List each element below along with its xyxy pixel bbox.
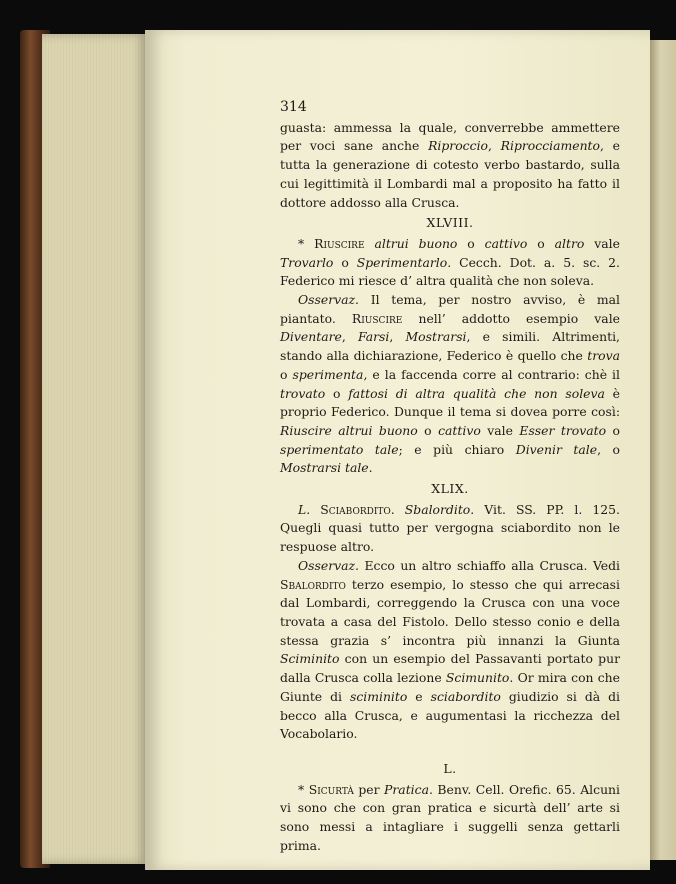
page-number: 314	[280, 99, 307, 115]
paragraph: * Sicurtà per Pratica. Benv. Cell. Orefic. 65. Alcuni vi sono che con gran pratica e sicurtà dell’ arte si sono messi a intagliare i suggelli senza gettarli prima.	[280, 781, 620, 853]
spacer	[280, 744, 620, 758]
paragraph: Osservaz. Ecco un altro schiaffo alla Crusca. Vedi Sbalordito terzo esempio, lo stesso che qui arrecasi dal Lombardi, correggendo la Crusca con una voce trovata a casa del Fistolo. Dello stesso conio e della stessa grazia s’ incontra più innanzi la Giunta Sciminito con un esempio del Passavanti portato pur dalla Crusca colla lezione Scimunito. Or mira con che Giunte di sciminito e sciabordito giudizio si dà di becco alla Crusca, e augumentasi la ricchezza del Vocabolario.	[280, 557, 621, 742]
facing-page-edge	[650, 40, 676, 860]
page-edges	[42, 34, 147, 864]
paragraph: * Riuscire altrui buono o cattivo o altro vale Trovarlo o Sperimentarlo. Cecch. Dot. a. 5. sc. 2. Federico mi riesce d’ altra qualità che non soleva.	[280, 235, 620, 289]
section-heading: XLVIII.	[426, 215, 474, 231]
section-heading: XLIX.	[431, 481, 469, 497]
paragraph: Osservaz. Il tema, per nostro avviso, è mal piantato. Riuscire nell’ addotto esempio vale Diventare, Farsi, Mostrarsi, e simili. Altrimenti, stando alla dichiarazione, Federico è quello che trova o sperimenta, e la faccenda corre al contrario: chè il trovato o fattosi di altra qualità che non soleva è proprio Federico. Dunque il tema si dovea porre così: Riuscire altrui buono o cattivo vale Esser trovato o sperimentato tale; e più chiaro Divenir tale, o Mostrarsi tale.	[280, 292, 620, 476]
section-heading: L.	[443, 760, 457, 776]
page-text	[280, 98, 620, 855]
paragraph: L. Sciabordito. Sbalordito. Vit. SS. PP. l. 125. Quegli quasi tutto per vergogna sciabordito non le respuose altro.	[280, 501, 620, 555]
paragraph: guasta: ammessa la quale, converrebbe ammettere per voci sane anche Riproccio, Riprocciamento, e tutta la generazione di cotesto verbo bastardo, sulla cui legittimità il Lombardi mal a proposito ha fatto il dottore addosso alla Crusca.	[280, 119, 620, 210]
text-blocks	[280, 119, 620, 856]
